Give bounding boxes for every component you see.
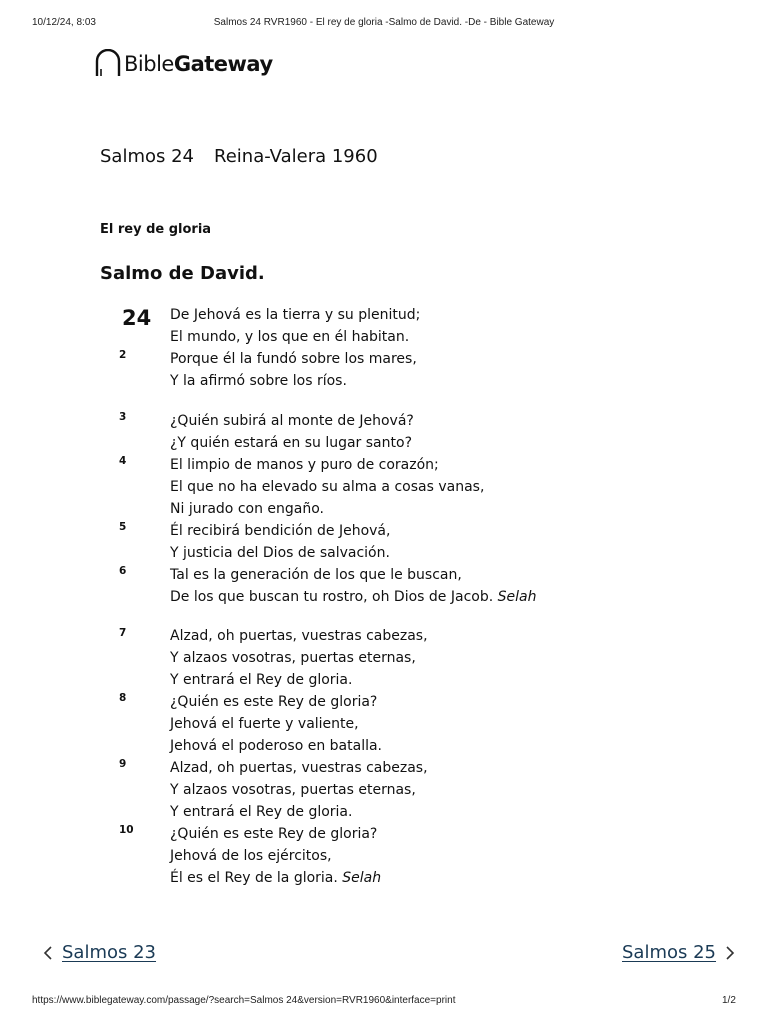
prev-chapter-nav[interactable]: [42, 942, 156, 963]
verse-line: Jehová de los ejércitos,: [170, 848, 332, 864]
verse-line: Ni jurado con engaño.: [170, 501, 324, 517]
verse-line: Jehová el fuerte y valiente,: [170, 716, 359, 732]
selah-marker: Selah: [342, 870, 382, 886]
psalm-title: Salmo de David.: [100, 263, 265, 284]
verse-line: El que no ha elevado su alma a cosas vanas,: [170, 479, 485, 495]
logo-text-gateway: Gateway: [173, 52, 273, 76]
print-datetime: 10/12/24, 8:03: [32, 17, 96, 28]
prev-chapter-link[interactable]: Salmos 23: [62, 942, 157, 963]
chevron-right-icon[interactable]: [724, 945, 736, 961]
chapter-number: 24: [122, 306, 152, 330]
verse-line: [170, 588, 536, 606]
verse-number: 9: [119, 758, 127, 770]
verse-line: El mundo, y los que en él habitan.: [170, 329, 410, 345]
verse-line: De Jehová es la tierra y su plenitud;: [170, 307, 421, 323]
selah-marker: Selah: [497, 589, 537, 605]
print-url: https://www.biblegateway.com/passage/?search=Salmos 24&version=RVR1960&interface=print: [32, 995, 456, 1006]
verse-line: El limpio de manos y puro de corazón;: [170, 457, 439, 473]
next-chapter-link[interactable]: Salmos 25: [622, 942, 717, 963]
verse-line: Y alzaos vosotras, puertas eternas,: [170, 782, 416, 798]
verse-number: 2: [119, 349, 127, 361]
bible-gateway-logo[interactable]: [94, 48, 273, 80]
verse-line: Y entrará el Rey de gloria.: [170, 804, 353, 820]
chevron-left-icon[interactable]: [42, 945, 54, 961]
next-chapter-nav[interactable]: [622, 942, 736, 963]
logo-text-bible: Bible: [124, 52, 174, 76]
verse-number: 6: [119, 565, 127, 577]
bible-gateway-logo-icon: [94, 49, 122, 79]
verse-line-text: De los que buscan tu rostro, oh Dios de Jacob.: [170, 589, 494, 605]
verse-number: 8: [119, 692, 127, 704]
verse-number: 4: [119, 455, 127, 467]
verse-line: Porque él la fundó sobre los mares,: [170, 351, 417, 367]
verse-number: 5: [119, 521, 127, 533]
passage-heading: [100, 146, 378, 167]
verse-line: Y justicia del Dios de salvación.: [170, 545, 390, 561]
verse-line: ¿Y quién estará en su lugar santo?: [170, 435, 412, 451]
print-page-title: Salmos 24 RVR1960 - El rey de gloria -Salmo de David. -De - Bible Gateway: [213, 17, 555, 28]
verse-line: Él recibirá bendición de Jehová,: [170, 523, 391, 539]
verse-line-text: Él es el Rey de la gloria.: [170, 870, 338, 886]
verse-line: Alzad, oh puertas, vuestras cabezas,: [170, 760, 428, 776]
verse-line: [170, 869, 381, 887]
section-title: El rey de gloria: [100, 222, 212, 237]
verse-line: Y entrará el Rey de gloria.: [170, 672, 353, 688]
verse-line: ¿Quién subirá al monte de Jehová?: [170, 413, 414, 429]
verse-line: Y la afirmó sobre los ríos.: [170, 373, 347, 389]
verse-line: Y alzaos vosotras, puertas eternas,: [170, 650, 416, 666]
verse-number: 7: [119, 627, 127, 639]
verse-number: 3: [119, 411, 127, 423]
verse-line: Alzad, oh puertas, vuestras cabezas,: [170, 628, 428, 644]
verse-line: Tal es la generación de los que le buscan,: [170, 567, 462, 583]
verse-number: 10: [119, 824, 134, 836]
passage-reference: Salmos 24: [100, 146, 195, 167]
print-page-number: 1/2: [722, 995, 736, 1006]
verse-line: ¿Quién es este Rey de gloria?: [170, 826, 378, 842]
verse-line: Jehová el poderoso en batalla.: [170, 738, 383, 754]
passage-version: Reina-Valera 1960: [214, 146, 378, 167]
verse-line: ¿Quién es este Rey de gloria?: [170, 694, 378, 710]
